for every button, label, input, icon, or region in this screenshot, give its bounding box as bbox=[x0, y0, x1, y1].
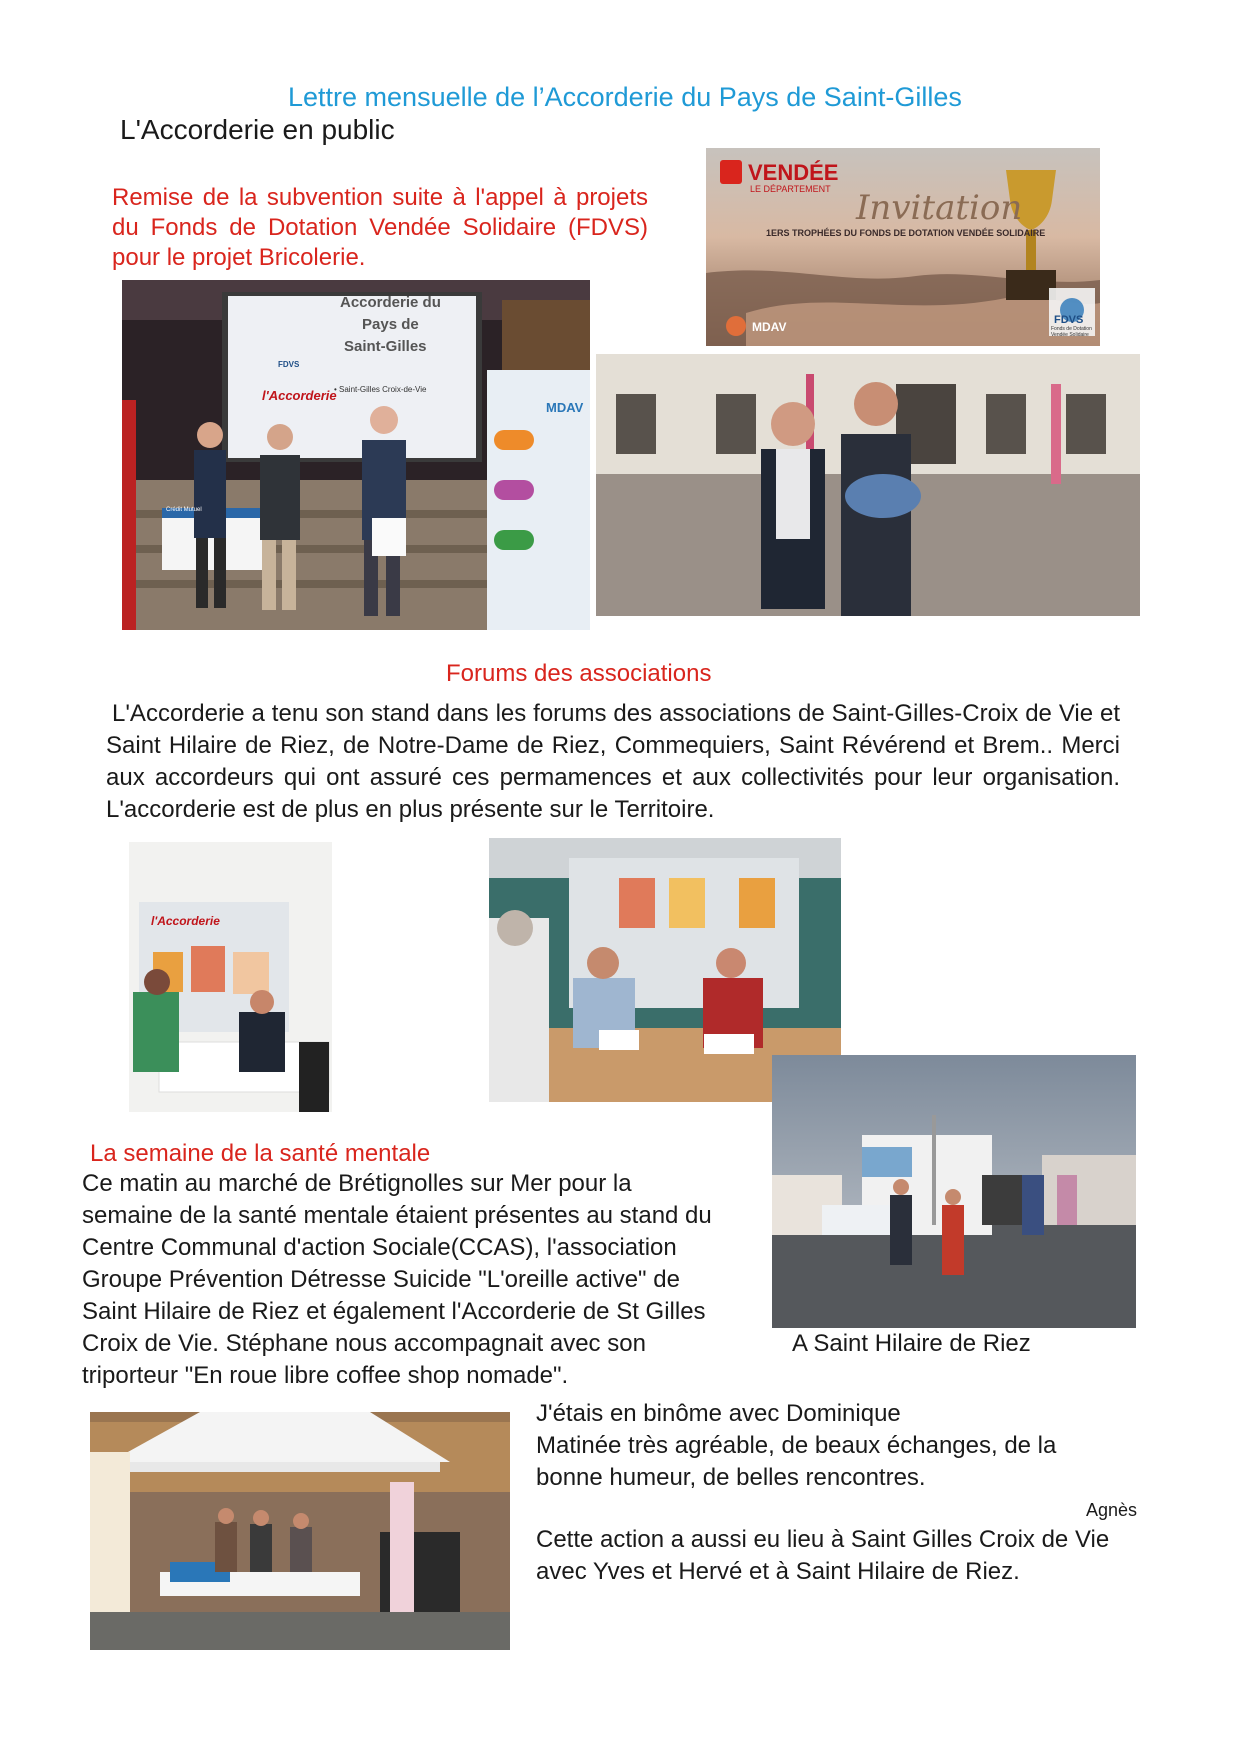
invitation-card-image bbox=[706, 148, 1100, 346]
cheque-bank-label: Crédit Mutuel bbox=[166, 507, 202, 513]
action-line-1: Cette action a aussi eu lieu à Saint Gilles Croix de Vie bbox=[536, 1526, 1110, 1553]
stage-ceremony-photo bbox=[122, 280, 590, 630]
outdoor-duo-photo bbox=[596, 354, 1140, 616]
binome-line-3: bonne humeur, de belles rencontres. bbox=[536, 1464, 926, 1491]
sante-line-5: Saint Hilaire de Riez et également l'Accorderie de St Gilles bbox=[82, 1298, 706, 1325]
sante-line-7: triporteur "En roue libre coffee shop nomade". bbox=[82, 1362, 569, 1389]
forums-heading: Forums des associations bbox=[446, 660, 712, 687]
subvention-text: Remise de la subvention suite à l'appel à projets du Fonds de Dotation Vendée Solidaire (FDVS) pour le projet Bricolerie. bbox=[112, 184, 648, 271]
sante-line-4: Groupe Prévention Détresse Suicide "L'oreille active" de bbox=[82, 1266, 680, 1293]
binome-line-2: Matinée très agréable, de beaux échanges, de la bbox=[536, 1432, 1057, 1459]
screen-fdvs-logo: FDVS bbox=[278, 360, 300, 369]
forum-stand-photo-1 bbox=[129, 842, 332, 1112]
sante-line-1: Ce matin au marché de Brétignolles sur Mer pour la bbox=[82, 1170, 632, 1197]
forums-text: L'Accorderie a tenu son stand dans les forums des associations de Saint-Gilles-Croix de Vie et Saint Hilaire de Riez, de Notre-Dame de Riez, Commequiers, Saint Révérend et Brem.. Merci aux accordeurs qui ont assuré ces permamences et aux collectivités pour leur organisation. L'accorderie est de plus en plus présente sur le Territoire. bbox=[106, 700, 1120, 823]
vendee-brand: VENDÉE bbox=[748, 160, 839, 185]
invitation-banner-line: 1ERS TROPHÉES DU FONDS DE DOTATION VENDÉE SOLIDAIRE bbox=[766, 228, 1046, 238]
action-line-2: avec Yves et Hervé et à Saint Hilaire de Riez. bbox=[536, 1558, 1020, 1585]
invitation-script: Invitation bbox=[856, 188, 1023, 228]
saint-hilaire-photo bbox=[772, 1055, 1136, 1328]
binome-line-1: J'étais en binôme avec Dominique bbox=[536, 1400, 901, 1427]
forum-stand-brand-1: l'Accorderie bbox=[151, 914, 220, 928]
mdav-logo: MDAV bbox=[752, 320, 787, 334]
mdav-banner-label: MDAV bbox=[546, 400, 584, 415]
screen-subtitle: • Saint-Gilles Croix-de-Vie bbox=[334, 385, 427, 394]
newsletter-title: Lettre mensuelle de l’Accorderie du Pays de Saint-Gilles bbox=[288, 82, 962, 112]
screen-accorderie-logo: l'Accorderie bbox=[262, 388, 337, 403]
binome-text bbox=[536, 1398, 1136, 1494]
page-subtitle: L'Accorderie en public bbox=[120, 114, 395, 145]
fdvs-logo-sub: Fonds de Dotation Vendée Solidaire bbox=[1051, 326, 1092, 338]
screen-title-line3: Saint-Gilles bbox=[344, 338, 427, 355]
sante-heading: La semaine de la santé mentale bbox=[90, 1140, 431, 1167]
fdvs-logo: FDVS bbox=[1054, 314, 1084, 326]
action-text bbox=[536, 1524, 1136, 1588]
market-stand-photo bbox=[90, 1412, 510, 1650]
signature: Agnès bbox=[1086, 1500, 1138, 1520]
sante-line-2: semaine de la santé mentale étaient présentes au stand du bbox=[82, 1202, 712, 1229]
sante-line-6: Croix de Vie. Stéphane nous accompagnait avec son bbox=[82, 1330, 646, 1357]
vendee-brand-sub: LE DÉPARTEMENT bbox=[750, 184, 831, 194]
saint-hilaire-caption: A Saint Hilaire de Riez bbox=[792, 1330, 1031, 1357]
sante-text bbox=[82, 1168, 762, 1392]
sante-line-3: Centre Communal d'action Sociale(CCAS), l'association bbox=[82, 1234, 677, 1261]
screen-title-line2: Pays de bbox=[362, 316, 419, 333]
screen-title-line1: Accorderie du bbox=[340, 294, 441, 311]
